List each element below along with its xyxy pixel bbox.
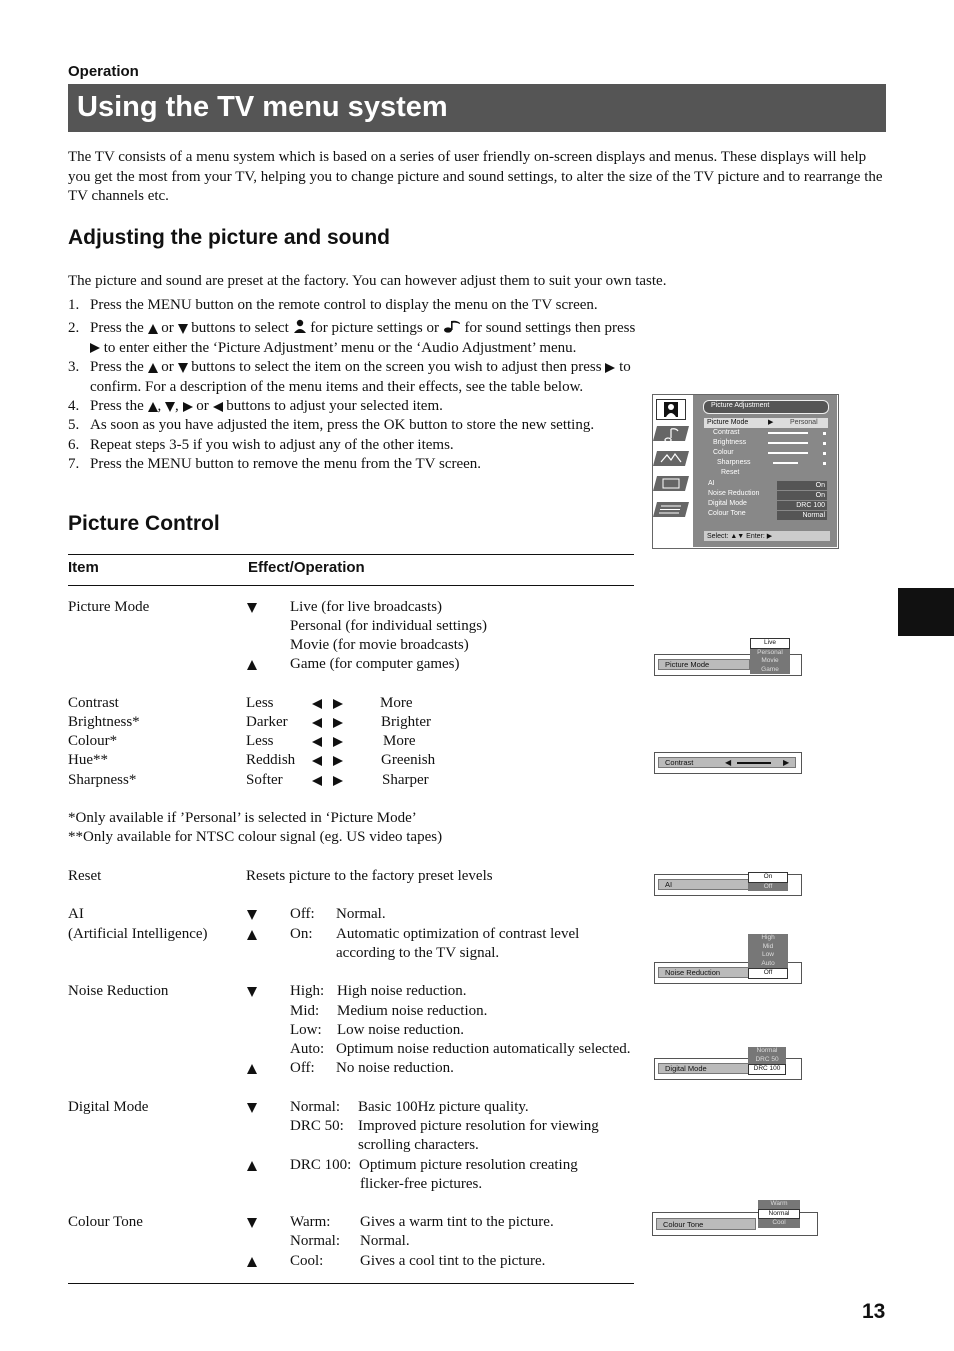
- osd-ai-options: On Off: [748, 872, 788, 891]
- list-item: Personal (for individual settings): [290, 618, 488, 634]
- page-number: 13: [862, 1300, 886, 1323]
- item-noise-reduction: Noise Reduction: [68, 983, 169, 999]
- up-arrow-icon: [247, 1064, 257, 1074]
- item-ai: AI: [68, 906, 84, 922]
- item-sharpness: Sharpness*: [68, 772, 137, 788]
- osd-digital-mode: Digital Mode: [654, 1058, 802, 1080]
- item-hue: Hue**: [68, 752, 108, 768]
- up-arrow-icon: [148, 324, 158, 334]
- osd-colour-tone: Colour Tone: [652, 1212, 818, 1236]
- osd-picture-mode: Picture Mode: [654, 654, 802, 676]
- setup-tab-icon: [653, 501, 689, 518]
- down-arrow-icon: [247, 910, 257, 920]
- left-arrow-icon: ◀: [725, 758, 732, 767]
- up-arrow-icon: [148, 363, 158, 373]
- osd-picture-mode-options: Live Personal Movie Game: [750, 638, 790, 674]
- sound-icon: [443, 319, 461, 333]
- up-arrow-icon: [247, 930, 257, 940]
- osd-contrast: Contrast ◀ ▶: [654, 752, 802, 774]
- adjust-heading: Adjusting the picture and sound: [68, 226, 390, 249]
- osd-slider: [768, 432, 808, 434]
- osd-noise-options: High Mid Low Auto Off: [748, 934, 788, 979]
- right-arrow-icon: [605, 363, 615, 373]
- steps-list: 1. Press the MENU button on the remote control to display the menu on the TV screen. 2. Press the or buttons to select for picture settings or for sound settings then press to enter either the ‘Picture Adjustment’ menu or the ‘Audio Adjustment’ menu. 3. Press the or buttons to select the item on the screen you wish to adjust then press to confirm. For a description of the menu items and their effects, see the table below. 4. Press the , , or buttons to adjust your selected item. 5. As soon as you have adjusted the item, press the OK button to store the new setting. 6. Repeat steps 3-5 if you wish to adjust any of the other items. 7. Press the MENU button to remove the menu from the TV screen.: [68, 297, 636, 472]
- item-contrast: Contrast: [68, 695, 119, 711]
- left-arrow-icon: [312, 699, 322, 709]
- right-arrow-icon: [333, 718, 343, 728]
- osd-noise-reduction: Noise Reduction: [654, 962, 802, 984]
- install-tab-icon: [653, 475, 689, 492]
- osd-digital-options: Normal DRC 50 DRC 100: [748, 1047, 786, 1075]
- item-reset: Reset: [68, 868, 102, 884]
- picture-icon: [293, 319, 307, 333]
- down-arrow-icon: [165, 402, 175, 412]
- col-header-effect: Effect/Operation: [248, 559, 365, 576]
- right-arrow-icon: [183, 402, 193, 412]
- osd-ai: AI: [654, 874, 802, 896]
- list-item: Movie (for movie broadcasts): [290, 637, 469, 653]
- item-brightness: Brightness*: [68, 714, 140, 730]
- osd-tone-options: Warm Normal Cool: [758, 1200, 800, 1228]
- item-colour-tone: Colour Tone: [68, 1214, 143, 1230]
- down-arrow-icon: [247, 1218, 257, 1228]
- left-arrow-icon: [312, 737, 322, 747]
- picture-tab-icon: [656, 399, 686, 420]
- osd-slider: [737, 762, 771, 764]
- osd-slider: [768, 452, 808, 454]
- down-arrow-icon: [247, 1103, 257, 1113]
- side-tab-marker: [898, 588, 954, 636]
- footnote-2: **Only available for NTSC colour signal (eg. US video tapes): [68, 829, 443, 845]
- play-icon: ▶: [768, 419, 774, 426]
- osd-panel: Picture Adjustment Picture Mode ▶ Personal Contrast Brightness Colour Sharpness Reset AI Noise Reduction Digital Mode Colour Tone On On DRC 100 Normal Select: ▲▼ Enter: ▶: [693, 395, 837, 547]
- picture-control-heading: Picture Control: [68, 512, 220, 535]
- right-arrow-icon: [333, 756, 343, 766]
- table-bottom-rule: [68, 1283, 634, 1284]
- right-arrow-icon: [333, 776, 343, 786]
- osd-slider: [768, 442, 808, 444]
- left-arrow-icon: [312, 718, 322, 728]
- down-arrow-icon: [178, 363, 188, 373]
- up-arrow-icon: [247, 1257, 257, 1267]
- page-title: Using the TV menu system: [77, 91, 448, 123]
- up-arrow-icon: [247, 1161, 257, 1171]
- left-arrow-icon: [312, 756, 322, 766]
- down-arrow-icon: [247, 603, 257, 613]
- col-header-item: Item: [68, 559, 99, 576]
- right-arrow-icon: [90, 343, 100, 353]
- osd-footer: Select: ▲▼ Enter: ▶: [704, 531, 830, 541]
- osd-menu-illustration: [652, 394, 839, 549]
- intro-paragraph: The TV consists of a menu system which is based on a series of user friendly on-screen displays and menus. These displays will help you get the most from your TV, helping you to change picture and sound settings, to alter the size of the TV picture and to rearrange the TV channels etc.: [68, 149, 883, 204]
- table-top-rule: [68, 554, 634, 555]
- down-arrow-icon: [247, 987, 257, 997]
- left-arrow-icon: [312, 776, 322, 786]
- up-arrow-icon: [247, 660, 257, 670]
- osd-slider: [773, 462, 798, 464]
- item-colour: Colour*: [68, 733, 118, 749]
- right-arrow-icon: [333, 699, 343, 709]
- right-arrow-icon: ▶: [783, 758, 790, 767]
- list-item: Game (for computer games): [290, 656, 460, 672]
- list-item: Live (for live broadcasts): [290, 599, 443, 615]
- up-arrow-icon: [148, 402, 158, 412]
- osd-title-pill: Picture Adjustment: [703, 400, 829, 414]
- sound-tab-icon: [653, 425, 689, 442]
- down-arrow-icon: [178, 324, 188, 334]
- footnote-1: *Only available if ’Personal’ is selected in ‘Picture Mode’: [68, 810, 417, 826]
- title-bar: [68, 84, 886, 132]
- table-header-rule: [68, 585, 634, 586]
- item-digital-mode: Digital Mode: [68, 1099, 149, 1115]
- left-arrow-icon: [213, 402, 223, 412]
- adjust-lead: The picture and sound are preset at the factory. You can however adjust them to suit your own taste.: [68, 273, 667, 289]
- right-arrow-icon: [333, 737, 343, 747]
- section-label: Operation: [68, 63, 139, 80]
- features-tab-icon: [653, 450, 689, 467]
- osd-selected-row: Picture Mode ▶ Personal: [704, 418, 828, 428]
- item-picture-mode: Picture Mode: [68, 599, 150, 615]
